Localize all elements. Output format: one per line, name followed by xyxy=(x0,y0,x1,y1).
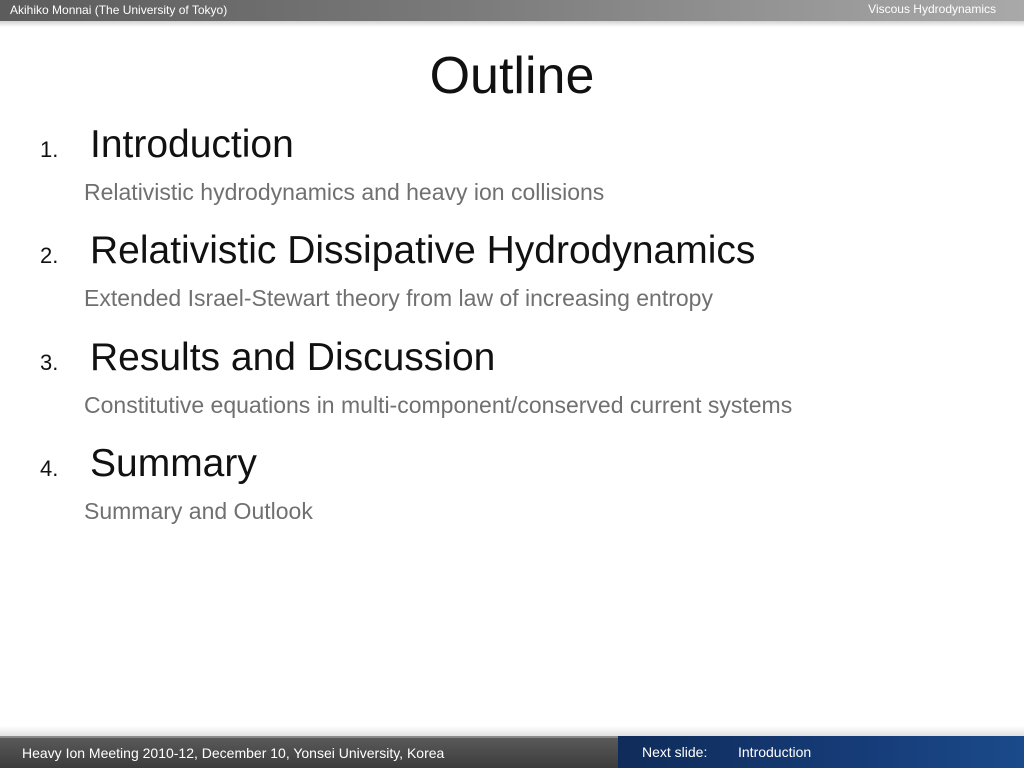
footer-event-panel xyxy=(0,736,618,768)
item-subtitle: Extended Israel-Stewart theory from law of increasing entropy xyxy=(84,285,713,311)
footer-bar xyxy=(0,736,1024,768)
item-subtitle: Relativistic hydrodynamics and heavy ion collisions xyxy=(84,179,605,205)
author-label: Akihiko Monnai (The University of Tokyo) xyxy=(10,3,228,17)
item-number: 4. xyxy=(40,456,59,481)
slide-title: Outline xyxy=(429,47,595,105)
item-number: 3. xyxy=(40,350,59,375)
next-slide-link[interactable]: Introduction xyxy=(738,744,812,760)
item-subtitle: Summary and Outlook xyxy=(84,498,313,524)
item-heading: Summary xyxy=(90,442,257,485)
item-heading: Introduction xyxy=(90,123,294,166)
item-number: 2. xyxy=(40,243,59,268)
item-subtitle: Constitutive equations in multi-component/conserved current systems xyxy=(84,392,793,418)
item-number: 1. xyxy=(40,137,59,162)
next-slide-label: Next slide: xyxy=(642,744,708,760)
topic-label: Viscous Hydrodynamics xyxy=(868,2,996,16)
event-label: Heavy Ion Meeting 2010-12, December 10, Yonsei University, Korea xyxy=(22,745,445,761)
footer-next-panel xyxy=(618,736,1024,768)
footer-shadow xyxy=(0,726,1024,736)
item-heading: Relativistic Dissipative Hydrodynamics xyxy=(90,229,756,272)
item-heading: Results and Discussion xyxy=(90,336,496,379)
